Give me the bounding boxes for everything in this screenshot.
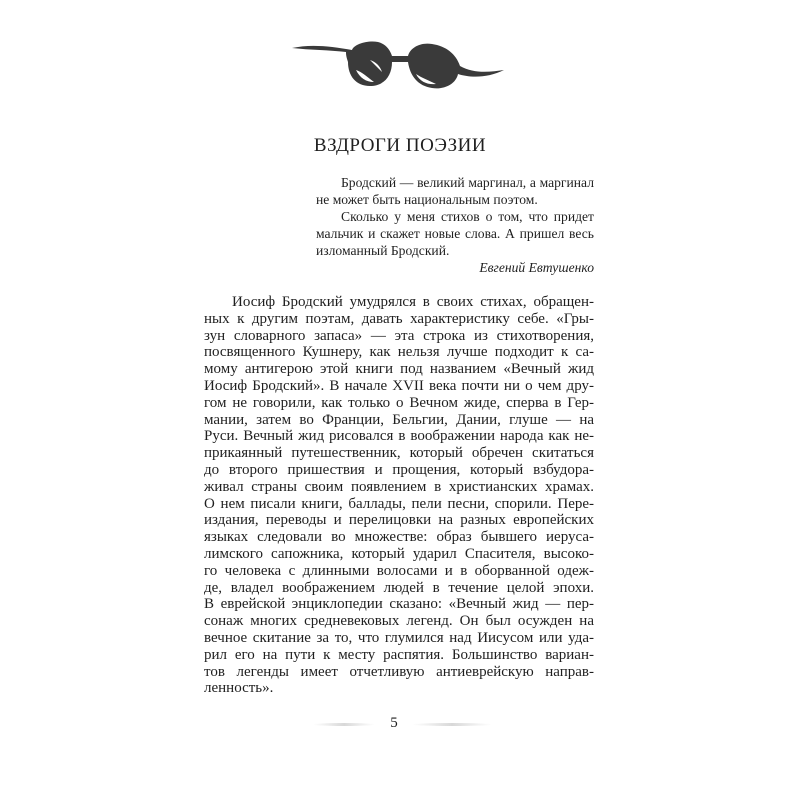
body-text (204, 294, 594, 697)
body-line: рил его на пути к месту распятия. Большинство вариан- (204, 646, 594, 663)
epigraph-author: Евгений Евтушенко (479, 260, 594, 275)
body-line: ных к другим поэтам, давать характеристику себе. «Гры- (204, 310, 594, 327)
body-line: зун словарного запаса» — эта строка из стихотворения, (204, 327, 594, 344)
glasses-illustration (290, 30, 510, 92)
epigraph-line: Сколько у меня стихов о том, что придет (341, 209, 594, 224)
body-line: сонаж многих средневековых легенд. Он был осужден на (204, 613, 594, 630)
body-line: ленность». (204, 680, 274, 697)
body-line: де, владел воображением людей в течение целой эпохи. (204, 579, 594, 596)
body-line: тов легенды имеет отчетливую антиеврейскую направ- (204, 663, 594, 680)
epigraph-line: мальчик и скажет новые слова. А пришел весь (316, 226, 594, 241)
body-line: О нем писали книги, баллады, пели песни, спорили. Пере- (204, 495, 594, 512)
page-number: 5 (390, 715, 398, 731)
page-footer (0, 715, 800, 737)
body-line: вечное скитание за то, что глумился над Иисусом или уда- (204, 629, 594, 646)
footer-ornament-left (313, 723, 375, 726)
chapter-title: ВЗДРОГИ ПОЭЗИИ (313, 135, 487, 156)
epigraph-line: Бродский — великий маргинал, а маргинал (341, 175, 594, 190)
body-line: гом не говорили, как только о Вечном жиде, сперва в Гер- (204, 394, 594, 411)
body-line: мому антигерою этой книги под названием «Вечный жид (204, 361, 594, 378)
epigraph (316, 174, 594, 276)
body-line: Иосиф Бродский умудрялся в своих стихах, обращен- (232, 294, 594, 310)
body-line: мании, затем во Франции, Бельгии, Дании, глуше — на (204, 411, 594, 428)
body-line: В еврейской энциклопедии сказано: «Вечный жид — пер- (204, 596, 594, 613)
body-line: издания, переводы и перелицовки на разных европейских (204, 512, 594, 529)
body-line: Руси. Вечный жид рисовался в воображении народа как не- (204, 428, 594, 445)
epigraph-line: не может быть национальным поэтом. (316, 192, 538, 207)
body-line: живал страны своим появлением в христианских храмах. (204, 478, 594, 495)
body-line: языках следовали во множестве: образ бывшего иеруса- (204, 529, 594, 546)
body-line: прикаянный путешественник, который обречен скитаться (204, 445, 594, 462)
footer-ornament-right (412, 723, 492, 726)
epigraph-line: изломанный Бродский. (316, 243, 450, 258)
body-line: лимского сапожника, который ударил Спасителя, высоко- (204, 545, 594, 562)
body-line: Иосиф Бродский». В начале XVII века почти ни о чем дру- (204, 377, 594, 394)
body-line: до второго пришествия и прощения, который взбудора- (204, 461, 594, 478)
body-line: посвященного Кушнеру, как нельзя лучше подходит к са- (204, 344, 594, 361)
body-line: го человека с длинными волосами и в оборванной одеж- (204, 562, 594, 579)
